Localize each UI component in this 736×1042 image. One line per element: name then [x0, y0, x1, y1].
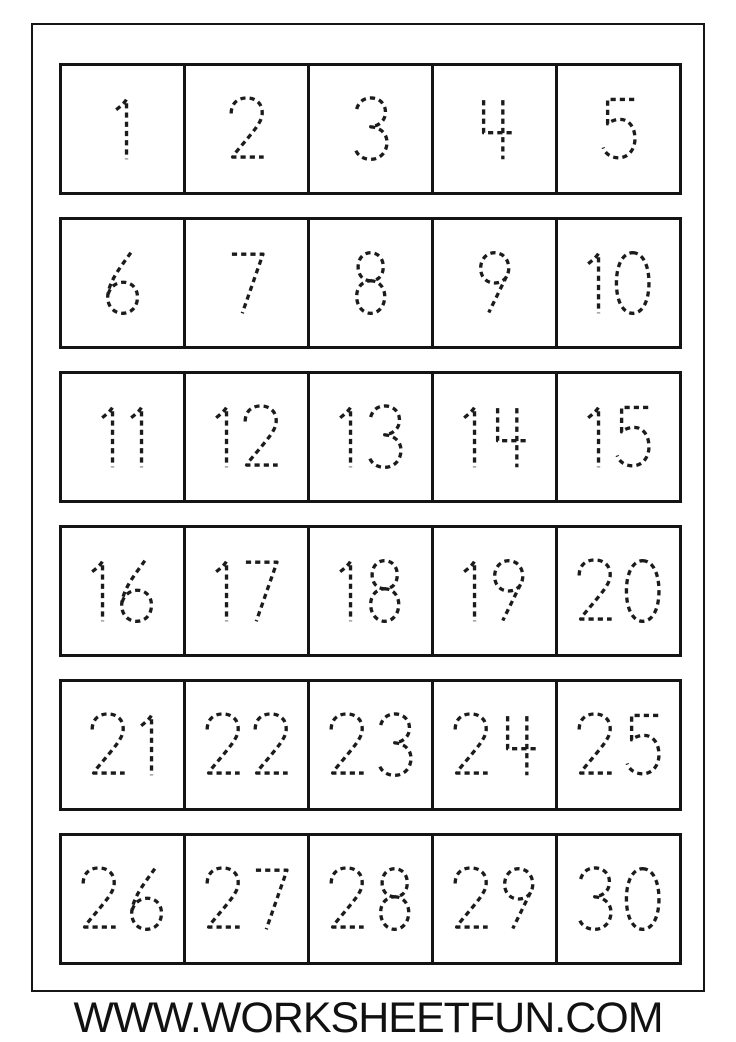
number-cell-19 [434, 528, 558, 654]
digit-1-trace [87, 557, 109, 625]
digit-5-trace [612, 403, 653, 471]
digit-0-trace [622, 557, 663, 625]
digit-3-trace [574, 865, 615, 933]
digit-2-trace [326, 865, 367, 933]
number-cell-17 [186, 528, 310, 654]
number-cell-4 [434, 66, 558, 192]
number-row-5 [59, 679, 682, 811]
number-cell-7 [186, 220, 310, 346]
number-cell-24 [434, 682, 558, 808]
number-cell-6 [62, 220, 186, 346]
number-cell-13 [310, 374, 434, 500]
number-cell-22 [186, 682, 310, 808]
number-cell-30 [558, 836, 679, 962]
footer-url: WWW.WORKSHEETFUN.COM [73, 994, 663, 1042]
number-cell-10 [558, 220, 679, 346]
digit-1-trace [459, 557, 481, 625]
digit-1-trace [335, 557, 357, 625]
digit-1-trace [211, 557, 233, 625]
digit-7-trace [226, 249, 267, 317]
digit-9-trace [474, 249, 515, 317]
digit-6-trace [102, 249, 143, 317]
number-cell-8 [310, 220, 434, 346]
number-cell-25 [558, 682, 679, 808]
digit-4-trace [488, 403, 529, 471]
number-cell-11 [62, 374, 186, 500]
digit-1-trace [126, 403, 148, 471]
digit-7-trace [240, 557, 281, 625]
digit-3-trace [374, 711, 415, 779]
number-cell-12 [186, 374, 310, 500]
digit-2-trace [250, 711, 291, 779]
digit-2-trace [226, 95, 267, 163]
number-cell-2 [186, 66, 310, 192]
digit-0-trace [612, 249, 653, 317]
number-cell-26 [62, 836, 186, 962]
number-cell-9 [434, 220, 558, 346]
digit-8-trace [350, 249, 391, 317]
digit-0-trace [622, 865, 663, 933]
digit-1-trace [97, 403, 119, 471]
digit-6-trace [116, 557, 157, 625]
number-cell-3 [310, 66, 434, 192]
digit-1-trace [211, 403, 233, 471]
digit-4-trace [474, 95, 515, 163]
digit-1-trace [459, 403, 481, 471]
digit-7-trace [250, 865, 291, 933]
number-row-6 [59, 833, 682, 965]
digit-2-trace [326, 711, 367, 779]
number-cell-21 [62, 682, 186, 808]
digit-2-trace [574, 557, 615, 625]
digit-1-trace [583, 403, 605, 471]
number-cell-15 [558, 374, 679, 500]
digit-2-trace [240, 403, 281, 471]
digit-2-trace [202, 711, 243, 779]
number-cell-29 [434, 836, 558, 962]
digit-4-trace [498, 711, 539, 779]
digit-9-trace [498, 865, 539, 933]
number-row-3 [59, 371, 682, 503]
number-cell-27 [186, 836, 310, 962]
number-cell-5 [558, 66, 679, 192]
digit-2-trace [202, 865, 243, 933]
digit-5-trace [622, 711, 663, 779]
digit-1-trace [136, 711, 158, 779]
number-cell-16 [62, 528, 186, 654]
digit-2-trace [78, 865, 119, 933]
digit-5-trace [598, 95, 639, 163]
digit-3-trace [350, 95, 391, 163]
digit-9-trace [488, 557, 529, 625]
digit-6-trace [126, 865, 167, 933]
number-grid [59, 63, 682, 987]
digit-2-trace [574, 711, 615, 779]
number-row-4 [59, 525, 682, 657]
number-cell-18 [310, 528, 434, 654]
number-cell-1 [62, 66, 186, 192]
number-row-2 [59, 217, 682, 349]
digit-8-trace [364, 557, 405, 625]
digit-3-trace [364, 403, 405, 471]
number-row-1 [59, 63, 682, 195]
number-cell-20 [558, 528, 679, 654]
worksheet-frame [31, 23, 705, 992]
digit-8-trace [374, 865, 415, 933]
number-cell-28 [310, 836, 434, 962]
digit-1-trace [583, 249, 605, 317]
digit-1-trace [335, 403, 357, 471]
number-cell-23 [310, 682, 434, 808]
number-cell-14 [434, 374, 558, 500]
digit-2-trace [87, 711, 128, 779]
digit-2-trace [450, 865, 491, 933]
digit-2-trace [450, 711, 491, 779]
digit-1-trace [111, 95, 133, 163]
